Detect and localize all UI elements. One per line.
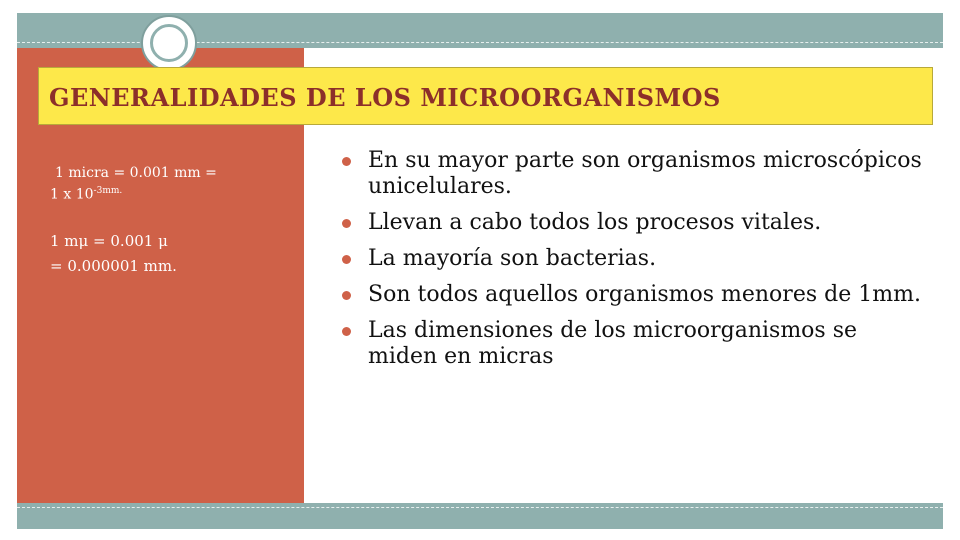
bullet-text: La mayoría son bacterias.	[368, 246, 657, 271]
bullet-dot-icon	[342, 291, 351, 300]
side-note-line4: = 0.000001 mm.	[50, 257, 177, 275]
side-note-line2-base: 1 x 10	[50, 186, 94, 203]
slide-title: GENERALIDADES DE LOS MICROORGANISMOS	[49, 83, 721, 112]
bullet-list	[338, 148, 928, 380]
bullet-dot-icon	[342, 219, 351, 228]
bullet-text: Son todos aquellos organismos menores de 1mm.	[368, 282, 921, 307]
bullet-item	[338, 246, 928, 272]
bullet-dot-icon	[342, 255, 351, 264]
side-note-line3: 1 mμ = 0.001 μ	[50, 232, 168, 250]
bullet-item	[338, 210, 928, 236]
title-banner	[38, 67, 933, 125]
side-note-line2-unit: mm.	[102, 186, 123, 196]
bullet-item	[338, 148, 928, 200]
bullet-item	[338, 318, 928, 370]
side-note-line2-exp: -3	[93, 186, 103, 196]
bullet-text: Llevan a cabo todos los procesos vitales.	[368, 210, 822, 235]
circle-ornament-icon	[141, 15, 197, 71]
bottom-dotted-line	[17, 507, 943, 508]
bullet-item	[338, 282, 928, 308]
bullet-dot-icon	[342, 327, 351, 336]
bullet-text: Las dimensiones de los microorganismos se miden en micras	[368, 318, 858, 369]
bullet-dot-icon	[342, 157, 351, 166]
bullet-text: En su mayor parte son organismos microscópicos unicelulares.	[368, 148, 922, 199]
circle-ornament-inner	[150, 24, 188, 62]
side-note-line1: 1 micra = 0.001 mm =	[55, 165, 217, 181]
side-note-line2	[50, 186, 122, 203]
